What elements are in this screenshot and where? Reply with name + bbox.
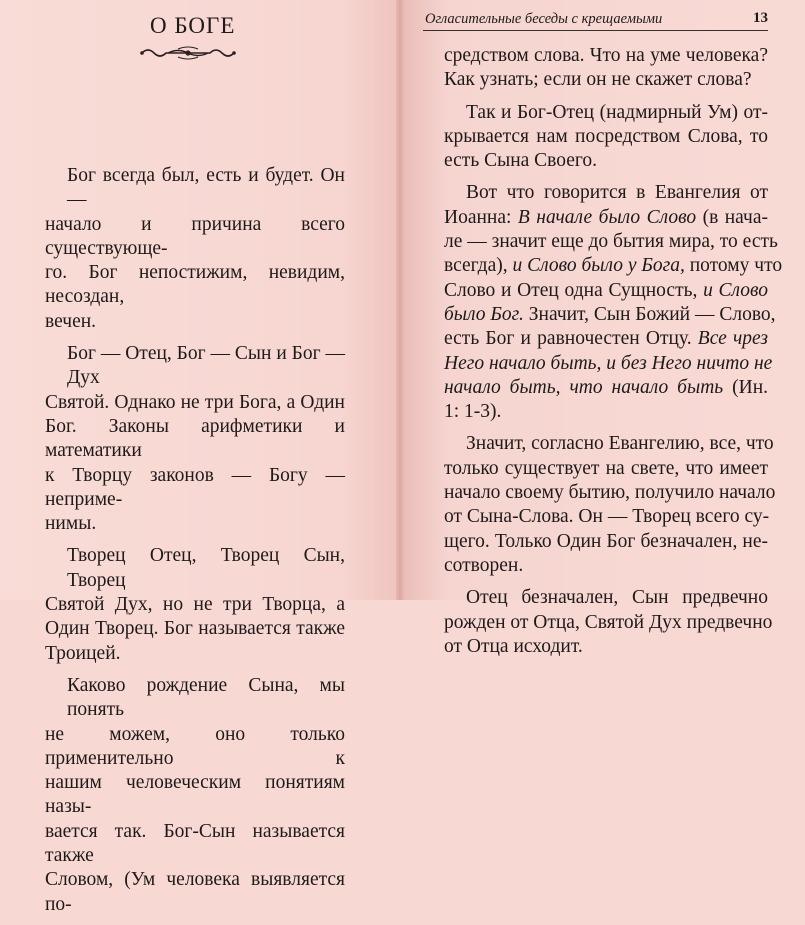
scripture-quote: В начале было Слово	[517, 206, 697, 228]
running-title: Огласительные беседы с крещаемыми	[425, 11, 663, 27]
text-run: Иоанна:	[444, 206, 518, 228]
text-line: Каково рождение Сына, мы понять	[67, 674, 345, 721]
paragraph	[444, 181, 783, 424]
text-line: го. Бог непостижим, невидим, несоздан,	[45, 262, 345, 308]
text-line: Вот что говорится в Евангелия от	[466, 182, 768, 204]
text-line: вечен.	[45, 310, 97, 332]
text-run: (Ин.	[723, 376, 769, 398]
text-line: ле — значит еще до бытия мира, то есть	[444, 231, 778, 253]
paragraph	[444, 101, 768, 174]
text-line: Как узнать; если он не скажет слова?	[444, 69, 752, 91]
text-run: Слово и Отец одна Сущность,	[444, 279, 704, 301]
text-line: к Творцу законов — Богу — неприме-	[45, 464, 345, 510]
text-line: средством слова. Что на уме человека?	[444, 45, 768, 66]
text-line: начало и причина всего существующе-	[45, 213, 345, 259]
scripture-quote: и Слово	[703, 279, 768, 301]
paragraph	[45, 342, 345, 536]
scripture-quote: и Слово было у Бога,	[512, 255, 685, 277]
text-line	[444, 279, 768, 303]
text-line: вается так. Бог-Сын называется также	[45, 820, 345, 867]
text-line: 1: 1-3).	[444, 401, 502, 423]
paragraph	[444, 44, 768, 93]
text-line	[444, 327, 768, 351]
text-line: Бог — Отец, Бог — Сын и Бог — Дух	[67, 343, 345, 389]
text-line: крывается нам посредством Слова, то	[444, 125, 768, 147]
text-line: Так и Бог-Отец (надмирный Ум) от-	[466, 101, 768, 123]
left-page-body	[45, 164, 345, 925]
text-line: есть Сына Своего.	[444, 150, 598, 172]
text-line	[444, 303, 776, 327]
text-line	[444, 254, 783, 278]
text-line: сотворен.	[444, 554, 524, 576]
scripture-quote: начало быть, что начало быть	[444, 376, 724, 398]
text-run: всегда),	[444, 255, 513, 277]
text-line: Святой. Однако не три Бога, а Один	[45, 391, 345, 413]
text-line: Святой Дух, но не три Творца, а	[45, 594, 345, 616]
paragraph	[45, 674, 345, 917]
paragraph	[45, 544, 345, 665]
text-line: нимы.	[45, 513, 97, 535]
text-line: от Сына-Слова. Он — Творец всего су-	[444, 506, 770, 528]
text-line: Бог всегда был, есть и будет. Он —	[67, 165, 345, 211]
text-line: Троицей.	[45, 642, 121, 664]
book-spine	[396, 0, 404, 600]
text-line: рожден от Отца, Святой Дух предвечно	[444, 611, 773, 633]
text-run: есть Бог и равночестен Отцу.	[444, 328, 698, 350]
scripture-quote: Все чрез	[697, 328, 768, 350]
text-line: Отец безначален, Сын предвечно	[466, 587, 768, 609]
decorative-ornament	[138, 46, 238, 60]
text-line: Бог. Законы арифметики и математики	[45, 415, 345, 462]
text-run: Значит, Сын Божий — Слово,	[523, 303, 776, 325]
running-header	[423, 8, 768, 31]
text-run: (в нача-	[696, 206, 769, 228]
right-page-body	[444, 44, 783, 667]
text-line	[444, 376, 768, 400]
text-line: только существует на свете, что имеет	[444, 457, 768, 479]
text-line: щего. Только Один Бог безначален, не-	[444, 530, 768, 552]
text-line: Творец Отец, Творец Сын, Творец	[67, 545, 345, 591]
text-line: начало своему бытию, получило начало	[444, 482, 776, 504]
text-line: Значит, согласно Евангелию, все, что	[466, 433, 774, 455]
text-line	[444, 206, 768, 230]
text-line	[444, 352, 773, 376]
text-line: Словом, (Ум человека выявляется по-	[45, 869, 345, 915]
scripture-quote: было Бог.	[444, 303, 524, 325]
text-line: нашим человеческим понятиям назы-	[45, 772, 345, 818]
text-line: от Отца исходит.	[444, 635, 583, 657]
text-line: не можем, оно только применительно к	[45, 723, 345, 769]
page-number: 13	[753, 10, 768, 26]
text-line: Один Творец. Бог называется также	[45, 618, 345, 640]
scripture-quote: Него начало быть, и без Него ничто не	[444, 352, 773, 374]
text-run: потому что	[684, 255, 783, 277]
chapter-title: О БОГЕ	[150, 13, 236, 38]
paragraph	[45, 164, 345, 334]
paragraph	[444, 432, 776, 578]
paragraph	[444, 586, 773, 659]
